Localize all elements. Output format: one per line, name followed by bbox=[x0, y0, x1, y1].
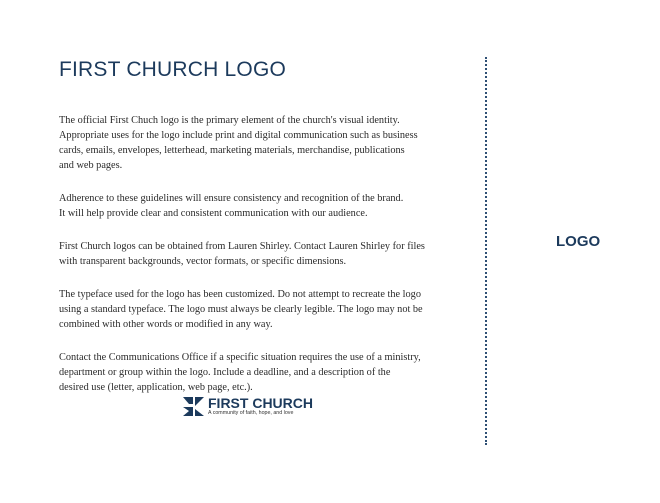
text-line: department or group within the logo. Include a deadline, and a description of the bbox=[59, 367, 391, 378]
text-line: Contact the Communications Office if a specific situation requires the use of a ministry, bbox=[59, 352, 421, 363]
paragraph-obtaining-logos bbox=[59, 239, 439, 269]
text-line: using a standard typeface. The logo must always be clearly legible. The logo may not be bbox=[59, 304, 423, 315]
logo-name: FIRST CHURCH bbox=[208, 394, 313, 411]
logo-wordmark bbox=[208, 396, 313, 417]
guidelines-body bbox=[59, 113, 439, 413]
section-label: LOGO bbox=[556, 233, 601, 250]
paragraph-communications-office bbox=[59, 350, 439, 395]
text-line: Appropriate uses for the logo include print and digital communication such as business bbox=[59, 130, 418, 141]
text-line: The typeface used for the logo has been customized. Do not attempt to recreate the logo bbox=[59, 289, 421, 300]
cross-mark-icon bbox=[183, 395, 205, 417]
text-line: The official First Chuch logo is the primary element of the church's visual identity. bbox=[59, 115, 400, 126]
text-line: combined with other words or modified in any way. bbox=[59, 319, 273, 330]
text-line: cards, emails, envelopes, letterhead, marketing materials, merchandise, publications bbox=[59, 145, 405, 156]
dotted-divider bbox=[485, 57, 487, 445]
logo-tagline: A community of faith, hope, and love bbox=[208, 409, 294, 416]
text-line: desired use (letter, application, web page, etc.). bbox=[59, 382, 253, 393]
paragraph-official-logo bbox=[59, 113, 439, 173]
first-church-logo bbox=[183, 394, 313, 418]
text-line: It will help provide clear and consistent communication with our audience. bbox=[59, 208, 368, 219]
text-line: and web pages. bbox=[59, 160, 123, 171]
paragraph-typeface bbox=[59, 287, 439, 332]
page-title: FIRST CHURCH LOGO bbox=[59, 58, 287, 81]
text-line: with transparent backgrounds, vector formats, or specific dimensions. bbox=[59, 256, 347, 267]
text-line: Adherence to these guidelines will ensure consistency and recognition of the brand. bbox=[59, 193, 404, 204]
text-line: First Church logos can be obtained from Lauren Shirley. Contact Lauren Shirley for files bbox=[59, 241, 425, 252]
paragraph-adherence bbox=[59, 191, 439, 221]
